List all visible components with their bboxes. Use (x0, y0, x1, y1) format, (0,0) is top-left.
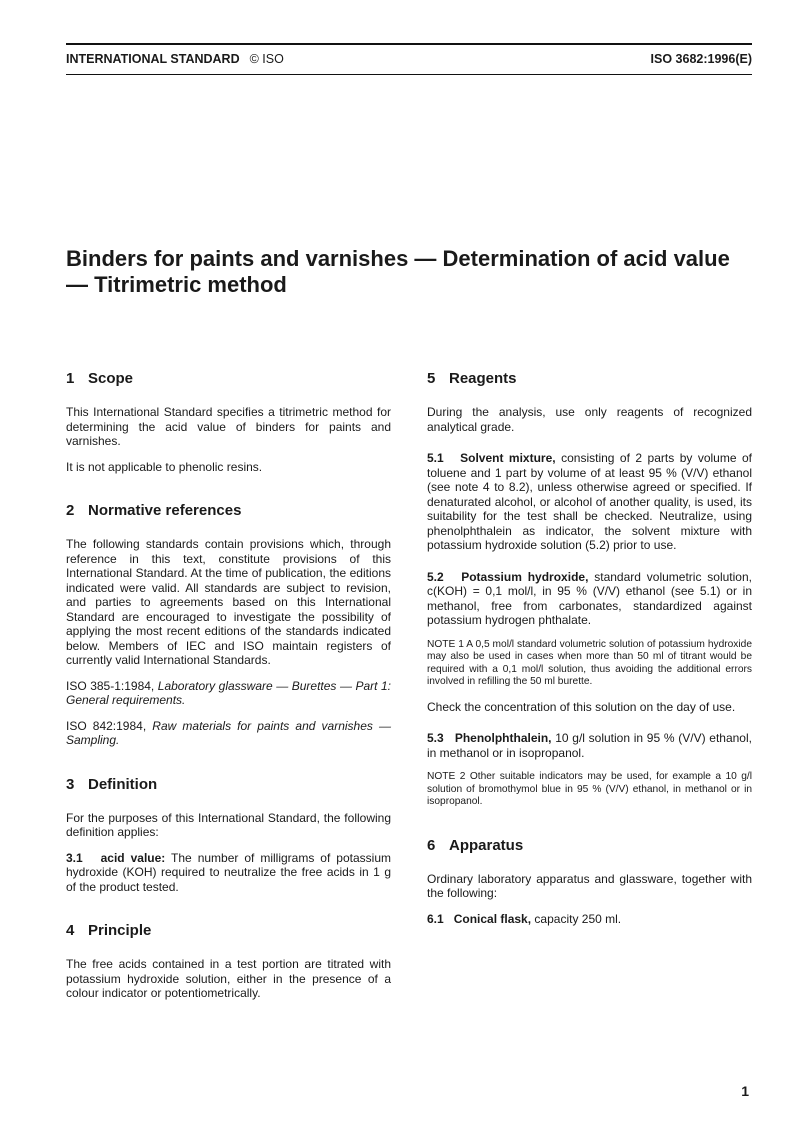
subclause-number: 6.1 (427, 911, 444, 926)
section-heading (427, 370, 752, 388)
header-standard-label: INTERNATIONAL STANDARD (66, 52, 240, 66)
reagent-text: consisting of 2 parts by volume of toluene and 1 part by volume of at least 95 % (V/V) ethanol (see note 4 to 8.2), unless otherwise agreed or specified. If denaturated alcohol, or alcohol of another quality, is used, its suitability for the test shall be checked. Neutralize, using phenolphthalein as indicator, the solvent mixture with potassium hydroxide solution (5.2) prior to use. (427, 451, 753, 552)
section-heading (66, 502, 391, 520)
section-reagents (427, 370, 752, 809)
header-copyright: © ISO (249, 52, 284, 66)
apparatus-term: Conical flask, (453, 911, 532, 926)
defined-term: acid value: (100, 850, 166, 865)
reagent-term: Phenolphthalein, (454, 731, 552, 745)
left-column (66, 370, 391, 1001)
paragraph: Ordinary laboratory apparatus and glassware, together with the following: (427, 871, 752, 900)
section-number: 1 (66, 370, 75, 387)
reagent-solvent-mixture (427, 451, 752, 553)
paragraph: The following standards contain provisions which, through reference in this text, constitute provisions of this International Standard. At the time of publication, the editions indicated were valid. All standards are subject to revision, and parties to agreements based on this International Standard are encouraged to investigate the possibility of applying the most recent editions of the standards indicated below. Members of IEC and ISO maintain registers of currently valid International Standards. (66, 537, 391, 667)
subclause-number: 5.2 (427, 569, 444, 584)
apparatus-conical-flask (427, 912, 752, 927)
reagent-term: Potassium hydroxide, (461, 569, 589, 584)
section-apparatus (427, 837, 752, 927)
section-number: 5 (427, 370, 436, 387)
section-title: Scope (88, 370, 134, 387)
apparatus-text: capacity 250 ml. (534, 911, 622, 926)
definition-entry (66, 851, 391, 895)
reference-item (66, 679, 391, 708)
note-2: NOTE 2 Other suitable indicators may be used, for example a 10 g/l solution of bromothymol blue in 95 % (V/V) ethanol, in methanol or in isopropanol. (427, 771, 752, 807)
paragraph: For the purposes of this International Standard, the following definition applies: (66, 810, 391, 839)
subclause-number: 5.3 (427, 731, 444, 745)
section-scope (66, 370, 391, 474)
section-heading (66, 370, 391, 388)
header-bottom-rule (66, 74, 752, 75)
section-number: 6 (427, 836, 436, 854)
section-title: Principle (88, 922, 152, 939)
reference-title: Raw materials for paints and varnishes — Sampling. (66, 718, 392, 747)
reagent-text: standard volumetric solution, c(KOH) = 0,1 mol/l, in 95 % (V/V) ethanol (see 5.1) or in methanol, free from carbonates, standardized against potassium hydrogen phthalate. (427, 569, 752, 627)
paragraph: Check the concentration of this solution on the day of use. (427, 699, 736, 714)
section-heading (66, 922, 391, 940)
reagent-potassium-hydroxide (427, 570, 752, 628)
reference-code: ISO 385-1:1984, (66, 678, 155, 693)
header-standard-number: ISO 3682:1996(E) (650, 52, 752, 66)
reference-title: Laboratory glassware — Burettes — Part 1: General requirements. (66, 678, 391, 707)
subclause-number: 5.1 (427, 451, 444, 465)
reference-item (66, 719, 391, 748)
section-principle (66, 922, 391, 1001)
paragraph: It is not applicable to phenolic resins. (66, 459, 263, 474)
section-normative-references (66, 502, 391, 748)
paragraph: This International Standard specifies a titrimetric method for determining the acid value of binders for paints and varnishes. (66, 405, 391, 448)
paragraph: During the analysis, use only reagents of recognized analytical grade. (427, 405, 752, 434)
document-title: Binders for paints and varnishes — Determination of acid value — Titrimetric method (66, 246, 730, 297)
section-title: Definition (88, 775, 158, 793)
reagent-term: Solvent mixture, (460, 451, 556, 465)
section-number: 4 (66, 922, 75, 939)
header-left (66, 52, 284, 66)
definition-text: The number of milligrams of potassium hydroxide (KOH) required to neutralize the free acids in 1 g of the product tested. (66, 850, 391, 894)
note-1: NOTE 1 A 0,5 mol/l standard volumetric solution of potassium hydroxide may also be used in cases when more than 50 ml of titrant would be required with a 0,1 mol/l solution, thus avoiding the additional errors involved in refilling the 50 ml burette. (427, 638, 752, 687)
reagent-text: 10 g/l solution in 95 % (V/V) ethanol, in methanol or in isopropanol. (427, 731, 752, 760)
header-top-rule (66, 43, 752, 45)
section-title: Normative references (88, 502, 242, 519)
reagent-phenolphthalein (427, 731, 752, 760)
reference-code: ISO 842:1984, (66, 718, 147, 733)
section-heading (427, 837, 752, 855)
section-title: Apparatus (449, 836, 524, 854)
right-column (427, 370, 752, 926)
section-title: Reagents (449, 370, 517, 387)
paragraph: The free acids contained in a test portion are titrated with potassium hydroxide solution, either in the presence of a colour indicator or potentiometrically. (66, 957, 391, 1000)
subclause-number: 3.1 (66, 850, 83, 865)
section-heading (66, 776, 391, 794)
section-definition (66, 776, 391, 895)
page-number: 1 (741, 1083, 749, 1099)
section-number: 2 (66, 502, 75, 519)
section-number: 3 (66, 775, 75, 793)
